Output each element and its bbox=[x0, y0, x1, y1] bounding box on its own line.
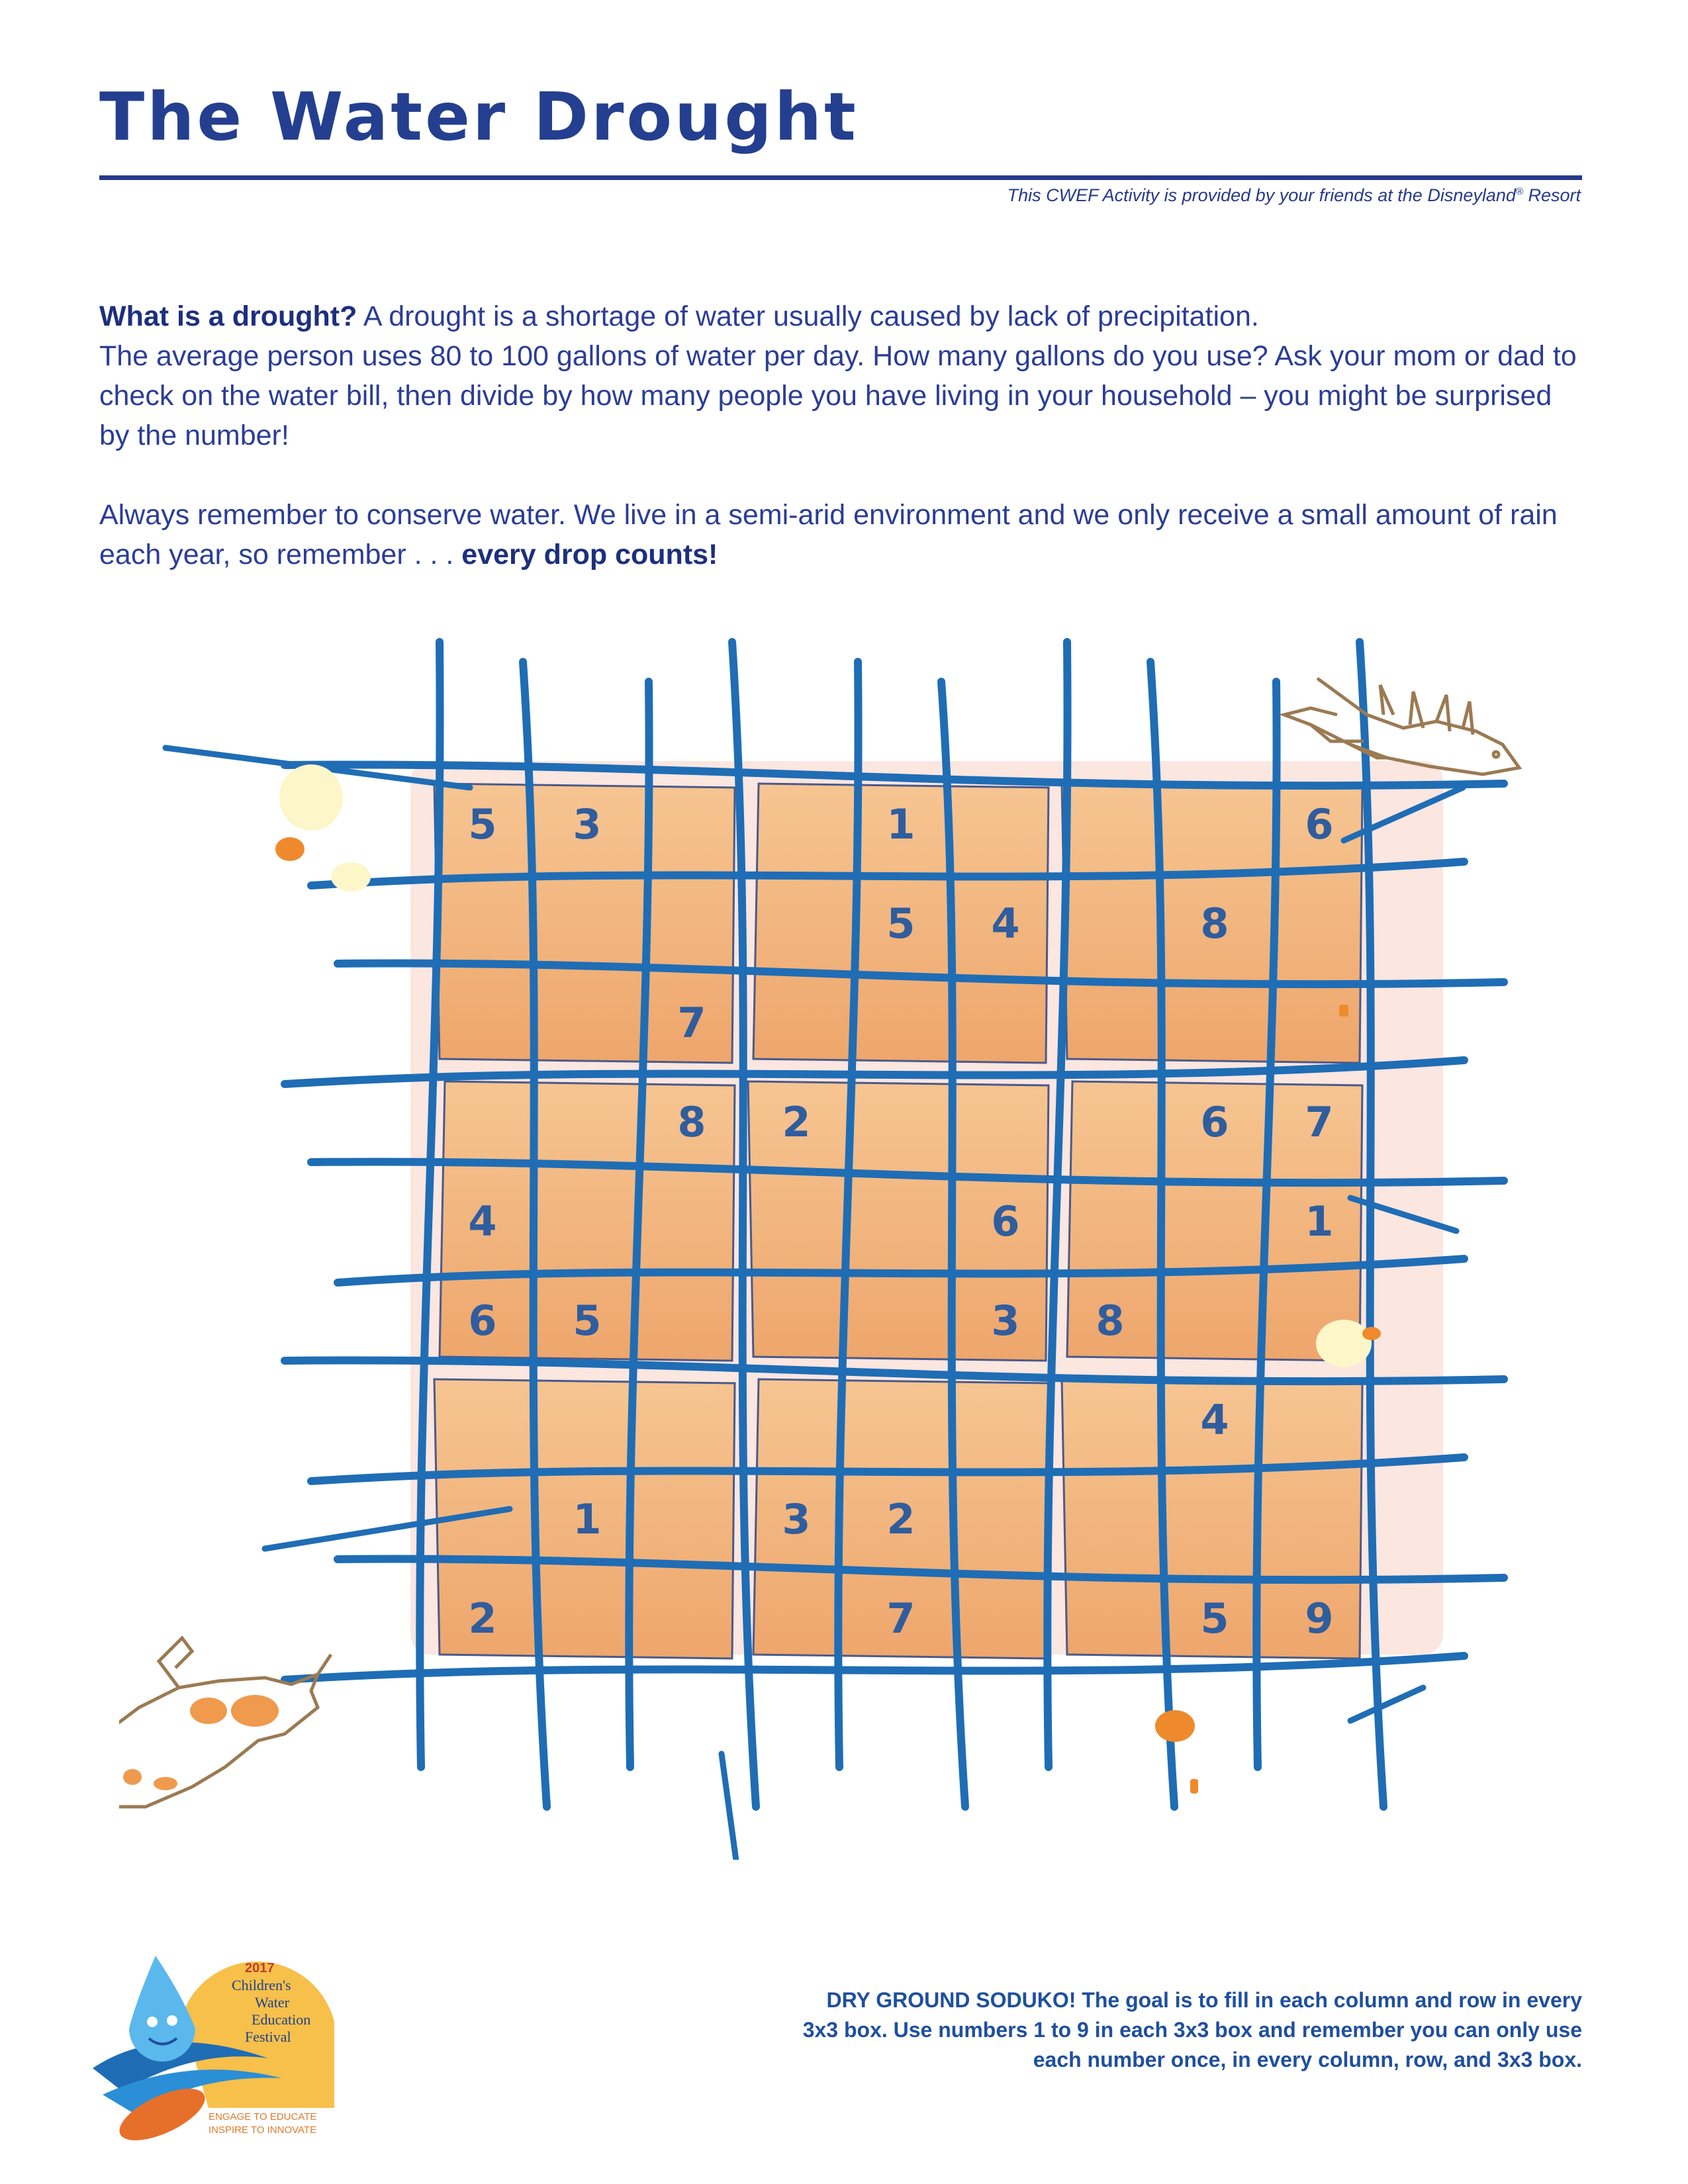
sudoku-cell[interactable] bbox=[1271, 878, 1368, 969]
sudoku-cell[interactable] bbox=[1062, 878, 1158, 969]
sudoku-cell[interactable] bbox=[539, 1374, 635, 1465]
logo-line-3: Education bbox=[252, 2011, 311, 2028]
sudoku-digit: 7 bbox=[886, 1594, 915, 1643]
sudoku-cell[interactable] bbox=[643, 1076, 740, 1167]
sudoku-cell[interactable] bbox=[539, 778, 635, 870]
credit-prefix: This CWEF Activity is provided by your friends at the Disneyland bbox=[1007, 185, 1516, 205]
sudoku-cell[interactable] bbox=[853, 1374, 949, 1465]
sudoku-cell[interactable] bbox=[539, 1275, 635, 1366]
sudoku-cell[interactable] bbox=[1062, 1076, 1158, 1167]
water-usage-text: The average person uses 80 to 100 gallons of water per day. How many gallons do you use? Ask your mom or dad to check on the water bill, then divide by how many people you have living in your household – you might be surprised by the number! bbox=[99, 340, 1577, 451]
sudoku-puzzle bbox=[119, 615, 1602, 1860]
sudoku-cell[interactable] bbox=[643, 1473, 740, 1565]
sudoku-cell[interactable] bbox=[1166, 1374, 1263, 1465]
logo-line-1: Children's bbox=[232, 1977, 291, 1993]
sudoku-cell[interactable] bbox=[957, 1473, 1054, 1565]
sudoku-cell[interactable] bbox=[1062, 1175, 1158, 1267]
water-drop-mascot-icon bbox=[129, 1956, 195, 2062]
sudoku-digit: 4 bbox=[1200, 1396, 1229, 1444]
sudoku-digit: 6 bbox=[468, 1297, 497, 1345]
sudoku-cell[interactable] bbox=[434, 778, 531, 870]
sudoku-cell[interactable] bbox=[1062, 1275, 1158, 1366]
sudoku-cell[interactable] bbox=[853, 977, 949, 1068]
sudoku-cell[interactable] bbox=[853, 1076, 949, 1167]
logo-tagline-2: INSPIRE TO INNOVATE bbox=[209, 2124, 317, 2136]
title-divider bbox=[99, 175, 1582, 180]
sudoku-digit: 7 bbox=[1305, 1098, 1334, 1146]
sudoku-digit: 6 bbox=[991, 1197, 1020, 1246]
logo-line-2: Water bbox=[255, 1994, 289, 2011]
skull-spot-4 bbox=[154, 1777, 177, 1790]
sudoku-digit: 3 bbox=[991, 1297, 1020, 1345]
sudoku-cell[interactable] bbox=[1271, 1572, 1368, 1664]
sudoku-digit: 3 bbox=[573, 800, 602, 848]
pale-puddle-3 bbox=[1316, 1320, 1372, 1367]
sudoku-digit: 5 bbox=[886, 899, 915, 948]
sudoku-cell[interactable] bbox=[748, 878, 845, 969]
sudoku-cell[interactable] bbox=[853, 878, 949, 969]
sudoku-cell[interactable] bbox=[957, 1572, 1054, 1664]
sudoku-cells bbox=[434, 778, 1368, 1664]
sudoku-cell[interactable] bbox=[1062, 977, 1158, 1068]
sudoku-cell[interactable] bbox=[748, 1473, 845, 1565]
sudoku-cell[interactable] bbox=[434, 1473, 531, 1565]
sudoku-cell[interactable] bbox=[748, 778, 845, 870]
orange-drop-3 bbox=[1155, 1710, 1195, 1742]
sudoku-cell[interactable] bbox=[434, 977, 531, 1068]
sudoku-cell[interactable] bbox=[1271, 1076, 1368, 1167]
sudoku-digit: 1 bbox=[886, 800, 915, 848]
sudoku-cell[interactable] bbox=[643, 1175, 740, 1267]
sudoku-digit: 8 bbox=[1096, 1297, 1125, 1345]
sudoku-digit: 5 bbox=[573, 1297, 602, 1345]
sudoku-digit: 5 bbox=[1200, 1594, 1229, 1643]
sudoku-cell[interactable] bbox=[643, 778, 740, 870]
sudoku-digit: 1 bbox=[1305, 1197, 1334, 1246]
sudoku-cell[interactable] bbox=[434, 878, 531, 969]
skull-spot-1 bbox=[190, 1698, 227, 1724]
sudoku-cell[interactable] bbox=[539, 1572, 635, 1664]
sudoku-digit: 8 bbox=[1200, 899, 1229, 948]
registered-mark: ® bbox=[1515, 186, 1523, 197]
skull-spot-3 bbox=[123, 1769, 142, 1785]
sudoku-cell[interactable] bbox=[1166, 977, 1263, 1068]
page-title: The Water Drought bbox=[99, 78, 859, 156]
orange-drop-4 bbox=[1339, 1005, 1348, 1017]
sudoku-digit: 5 bbox=[468, 800, 497, 848]
sudoku-digit: 4 bbox=[468, 1197, 497, 1246]
sponsor-credit bbox=[1008, 185, 1581, 206]
credit-suffix: Resort bbox=[1523, 185, 1581, 205]
sudoku-digit: 7 bbox=[677, 999, 706, 1047]
sudoku-digit: 1 bbox=[573, 1495, 602, 1543]
pale-puddle-2 bbox=[331, 862, 371, 891]
sudoku-cell[interactable] bbox=[539, 1076, 635, 1167]
sudoku-cell[interactable] bbox=[434, 1076, 531, 1167]
sudoku-cell[interactable] bbox=[748, 977, 845, 1068]
drought-definition bbox=[99, 296, 1582, 336]
sudoku-cell[interactable] bbox=[1166, 1473, 1263, 1565]
logo-line-4: Festival bbox=[245, 2028, 291, 2045]
sudoku-cell[interactable] bbox=[1271, 977, 1368, 1068]
sudoku-cell[interactable] bbox=[957, 1275, 1054, 1366]
sudoku-digit: 8 bbox=[677, 1098, 706, 1146]
sudoku-cell[interactable] bbox=[748, 1175, 845, 1267]
sudoku-cell[interactable] bbox=[434, 1275, 531, 1366]
sudoku-cell[interactable] bbox=[748, 1374, 845, 1465]
sudoku-cell[interactable] bbox=[643, 977, 740, 1068]
conserve-text bbox=[99, 495, 1582, 574]
sudoku-cell[interactable] bbox=[643, 1374, 740, 1465]
fish-skeleton-icon bbox=[1284, 678, 1519, 774]
sudoku-cell[interactable] bbox=[853, 1175, 949, 1267]
sudoku-cell[interactable] bbox=[1062, 1374, 1158, 1465]
instructions-lead: DRY GROUND SODUKO! bbox=[826, 1988, 1076, 2012]
sudoku-cell[interactable] bbox=[1271, 1473, 1368, 1565]
orange-drop-1 bbox=[275, 837, 305, 861]
sudoku-cell[interactable] bbox=[957, 778, 1054, 870]
sudoku-cell[interactable] bbox=[957, 1076, 1054, 1167]
pale-puddle-1 bbox=[279, 764, 343, 831]
sudoku-cell[interactable] bbox=[643, 1572, 740, 1664]
sudoku-cell[interactable] bbox=[1166, 1275, 1263, 1366]
sudoku-cell[interactable] bbox=[1062, 1572, 1158, 1664]
sudoku-digit: 2 bbox=[782, 1098, 811, 1146]
sudoku-cell[interactable] bbox=[853, 778, 949, 870]
sudoku-cell[interactable] bbox=[1271, 1374, 1368, 1465]
sudoku-cell[interactable] bbox=[434, 1374, 531, 1465]
sudoku-cell[interactable] bbox=[957, 977, 1054, 1068]
sudoku-cell[interactable] bbox=[957, 1374, 1054, 1465]
sudoku-cell[interactable] bbox=[853, 1275, 949, 1366]
sudoku-cell[interactable] bbox=[434, 1175, 531, 1267]
sudoku-cell[interactable] bbox=[1271, 1175, 1368, 1267]
sudoku-cell[interactable] bbox=[1166, 778, 1263, 870]
drought-question: What is a drought? bbox=[99, 300, 357, 332]
sudoku-cell[interactable] bbox=[1166, 1572, 1263, 1664]
orange-drop-5 bbox=[1190, 1779, 1198, 1794]
festival-logo bbox=[83, 1942, 348, 2148]
sudoku-cell[interactable] bbox=[853, 1473, 949, 1565]
crack-branch bbox=[1350, 1688, 1423, 1721]
cow-skull-icon bbox=[119, 1638, 331, 1807]
sudoku-cell[interactable] bbox=[957, 1175, 1054, 1267]
conserve-body: Always remember to conserve water. We live in a semi-arid environment and we only receive a small amount of rain each year, so remember . . . bbox=[99, 499, 1558, 570]
sudoku-cell[interactable] bbox=[539, 977, 635, 1068]
sudoku-digit: 6 bbox=[1305, 800, 1334, 848]
definition-text: A drought is a shortage of water usually caused by lack of precipitation. bbox=[357, 300, 1259, 332]
instructions-text: The goal is to fill in each column and row in every 3x3 box. Use numbers 1 to 9 in each 3x3 box and remember you can only use each number once, in every column, row, and 3x3 box. bbox=[802, 1988, 1582, 2071]
sudoku-cell[interactable] bbox=[957, 878, 1054, 969]
conserve-slogan: every drop counts! bbox=[461, 539, 718, 570]
sudoku-cell[interactable] bbox=[539, 1473, 635, 1565]
sudoku-cell[interactable] bbox=[1166, 1076, 1263, 1167]
sudoku-cell[interactable] bbox=[748, 1275, 845, 1366]
sudoku-cell[interactable] bbox=[748, 1076, 845, 1167]
sudoku-cell[interactable] bbox=[643, 1275, 740, 1366]
skull-spot-2 bbox=[231, 1695, 279, 1727]
sudoku-cell[interactable] bbox=[1166, 878, 1263, 969]
sudoku-cell[interactable] bbox=[1062, 1473, 1158, 1565]
sudoku-cell[interactable] bbox=[748, 1572, 845, 1664]
sudoku-cell[interactable] bbox=[1166, 1175, 1263, 1267]
sudoku-cell[interactable] bbox=[539, 1175, 635, 1267]
sudoku-cell[interactable] bbox=[1062, 778, 1158, 870]
logo-year: 2017 bbox=[245, 1961, 275, 1976]
sudoku-digit: 6 bbox=[1200, 1098, 1229, 1146]
sudoku-digit: 2 bbox=[468, 1594, 497, 1643]
sudoku-cell[interactable] bbox=[539, 878, 635, 969]
sudoku-digit: 9 bbox=[1305, 1594, 1334, 1643]
crack-branch bbox=[722, 1754, 741, 1860]
sudoku-instructions bbox=[788, 1985, 1582, 2075]
orange-drop-2 bbox=[1362, 1327, 1381, 1340]
sudoku-digit: 4 bbox=[991, 899, 1020, 948]
sudoku-cell[interactable] bbox=[434, 1572, 531, 1664]
sudoku-cell[interactable] bbox=[643, 878, 740, 969]
logo-tagline-1: ENGAGE TO EDUCATE bbox=[209, 2111, 317, 2122]
sudoku-digit: 2 bbox=[886, 1495, 915, 1543]
sudoku-digit: 3 bbox=[782, 1495, 811, 1543]
sudoku-cell[interactable] bbox=[1271, 778, 1368, 870]
intro-text bbox=[99, 296, 1582, 574]
sudoku-cell[interactable] bbox=[853, 1572, 949, 1664]
